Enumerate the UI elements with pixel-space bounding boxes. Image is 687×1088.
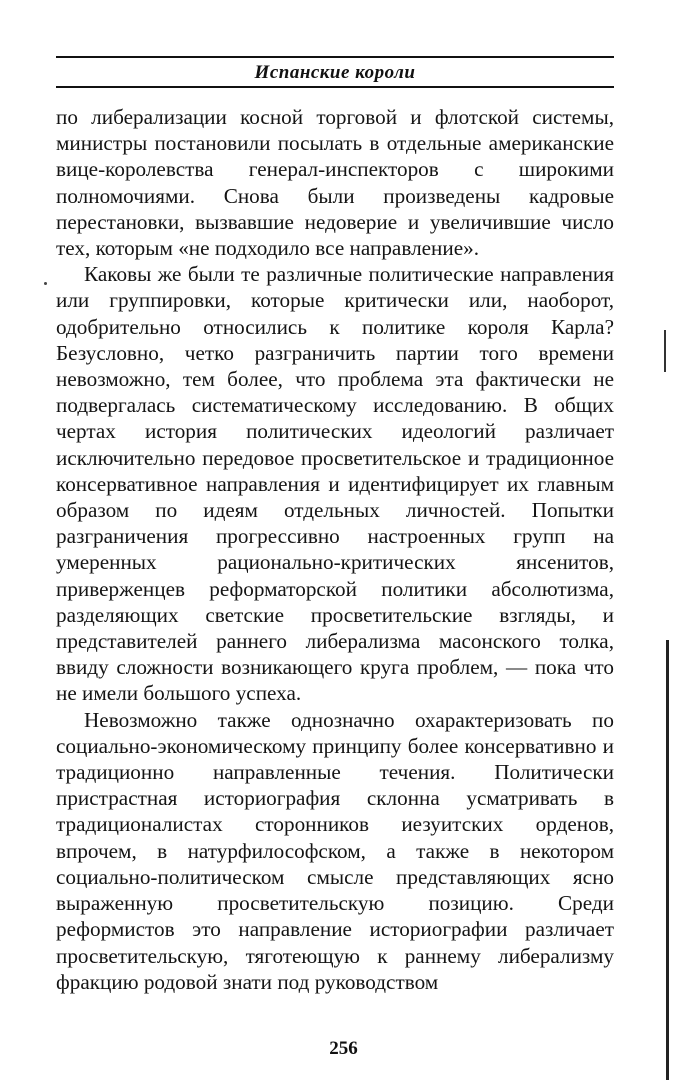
scan-stray-dot [44,282,47,285]
paragraph-1: по либерализации косной торговой и флотской системы, министры постановили посылать в отдельные американские вице-королевства генерал-инспекторов с широкими полномочиями. Снова были произведены кадровые перестановки, вызвавшие недоверие и увеличившие число тех, которым «не подходило все направление». [56,105,614,261]
paragraph-3: Невозможно также однозначно охарактеризовать по социально-экономическому принципу более консервативно и традиционно направленные течения. Политически пристрастная историография склонна усматривать в традиционалистах сторонников иезуитских орденов, впрочем, в натурфилософском, а также в некотором социально-политическом смысле представляющих ясно выраженную просветительскую позицию. Среди реформистов это направление историографии различает просветительскую, тяготеющую к раннему либерализму фракцию родовой знати под руководством [56,707,614,994]
running-header [56,56,614,88]
scan-edge-mark-upper [664,330,666,372]
header-rule-bottom [56,86,614,88]
body-text [56,104,614,995]
running-title: Испанские короли [254,62,416,83]
paragraph-2: Каковы же были те различные политические направления или группировки, которые критически или, наоборот, одобрительно относились к политике короля Карла? Безусловно, четко разграничить партии того времени невозможно, тем более, что проблема эта фактически не подвергалась систематическому исследованию. В общих чертах история политических идеологий различает исключительно передовое просветительское и традиционное консервативное направления и идентифицирует их главным образом по идеям отдельных личностей. Попытки разграничения прогрессивно настроенных групп на умеренных рационально-критических янсенитов, приверженцев реформаторской политики абсолютизма, разделяющих светские просветительские взгляды, и представителей раннего либерализма масонского толка, ввиду сложности возникающего круга проблем, — пока что не имели большого успеха. [56,262,614,706]
scan-edge-mark-lower [666,640,669,1080]
header-rule-top [56,56,614,58]
page-number: 256 [329,1038,358,1059]
